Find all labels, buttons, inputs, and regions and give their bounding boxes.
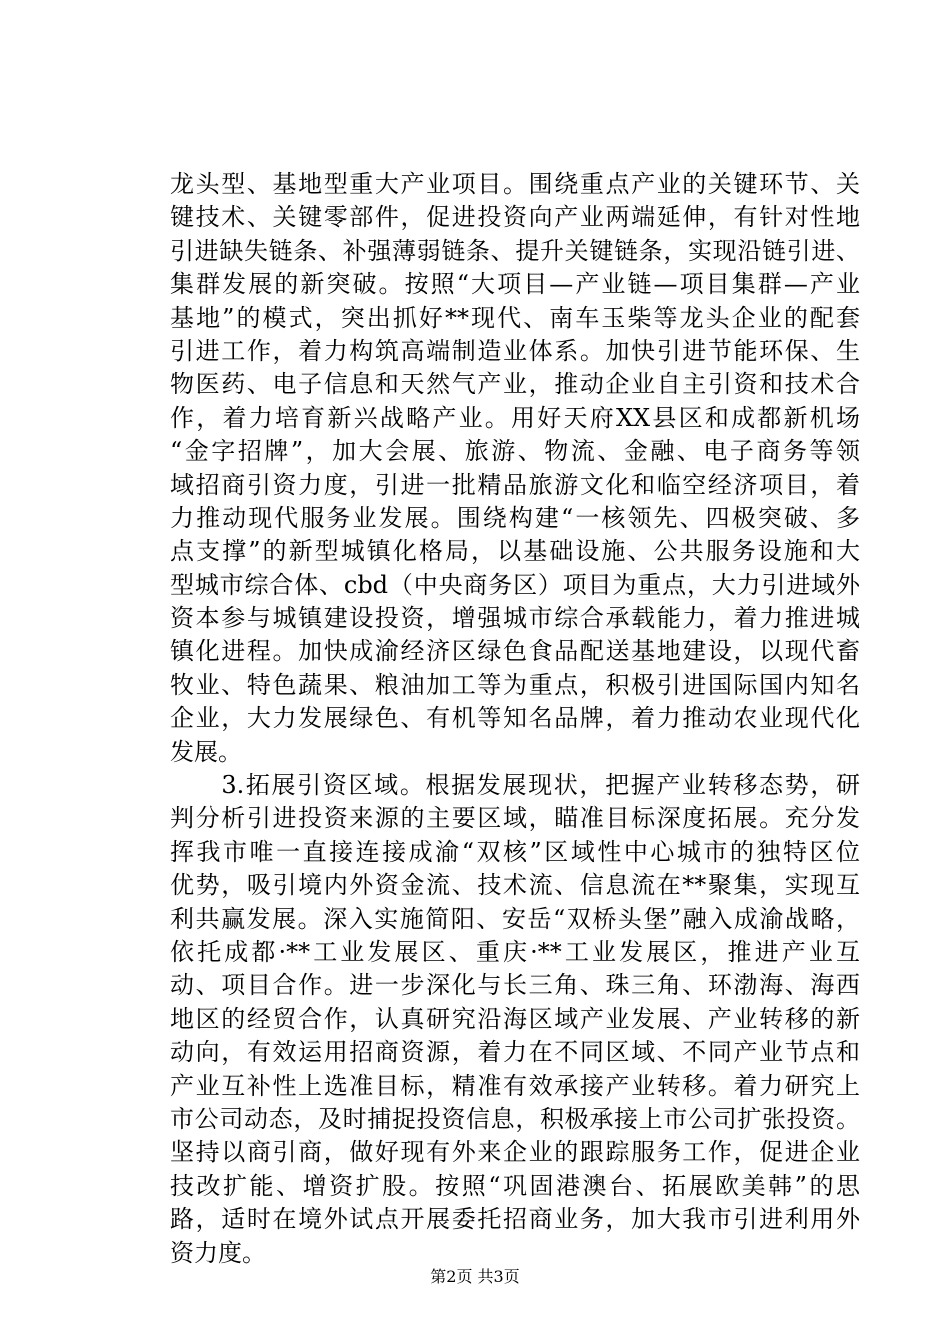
text-line: 技改扩能、增资扩股。按照“巩固港澳台、拓展欧美韩”的思 [170, 1171, 860, 1200]
text-line: 集群发展的新突破。按照“大项目—产业链—项目集群—产业 [170, 270, 860, 299]
text-line: 动、项目合作。进一步深化与长三角、珠三角、环渤海、海西 [170, 971, 860, 1000]
page-footer: 第2页 共3页 [430, 1267, 520, 1286]
text-line: 优势，吸引境内外资金流、技术流、信息流在**聚集，实现互 [170, 871, 860, 900]
text-line: 资本参与城镇建设投资，增强城市综合承载能力，着力推进城 [170, 604, 860, 633]
text-line: 物医药、电子信息和天然气产业，推动企业自主引资和技术合 [170, 370, 860, 399]
text-line: 路，适时在境外试点开展委托招商业务，加大我市引进利用外 [170, 1205, 860, 1234]
text-line: 挥我市唯一直接连接成渝“双核”区域性中心城市的独特区位 [170, 837, 860, 866]
text-line: 3.拓展引资区域。根据发展现状，把握产业转移态势，研 [170, 771, 860, 800]
text-line: 利共赢发展。深入实施简阳、安岳“双桥头堡”融入成渝战略， [170, 904, 860, 933]
text-line: 资力度。 [170, 1238, 266, 1267]
text-line: 依托成都·**工业发展区、重庆·**工业发展区，推进产业互 [170, 937, 860, 966]
text-line: 龙头型、基地型重大产业项目。围绕重点产业的关键环节、关 [170, 170, 860, 198]
text-line: 牧业、特色蔬果、粮油加工等为重点，积极引进国际国内知名 [170, 670, 860, 699]
text-line: 企业，大力发展绿色、有机等知名品牌，着力推动农业现代化 [170, 704, 860, 733]
text-line: 型城市综合体、cbd（中央商务区）项目为重点，大力引进域外 [170, 570, 860, 599]
text-line: 动向，有效运用招商资源，着力在不同区域、不同产业节点和 [170, 1038, 860, 1067]
text-line: 力推动现代服务业发展。围绕构建“一核领先、四极突破、多 [170, 503, 860, 532]
text-line: 判分析引进投资来源的主要区域，瞄准目标深度拓展。充分发 [170, 804, 860, 833]
text-line: 镇化进程。加快成渝经济区绿色食品配送基地建设，以现代畜 [170, 637, 860, 666]
text-line: 点支撑”的新型城镇化格局，以基础设施、公共服务设施和大 [170, 537, 860, 566]
text-line: “金字招牌”，加大会展、旅游、物流、金融、电子商务等领 [170, 437, 860, 466]
body-text [170, 168, 860, 1270]
text-line: 坚持以商引商，做好现有外来企业的跟踪服务工作，促进企业 [170, 1138, 860, 1167]
text-line: 市公司动态，及时捕捉投资信息，积极承接上市公司扩张投资。 [170, 1104, 860, 1133]
text-line: 产业互补性上选准目标，精准有效承接产业转移。着力研究上 [170, 1071, 860, 1100]
text-line: 发展。 [170, 737, 242, 766]
text-line: 基地”的模式，突出抓好**现代、南车玉柴等龙头企业的配套 [170, 303, 860, 332]
text-line: 键技术、关键零部件，促进投资向产业两端延伸，有针对性地 [170, 203, 860, 232]
text-line: 地区的经贸合作，认真研究沿海区域产业发展、产业转移的新 [170, 1004, 860, 1033]
text-line: 引进工作，着力构筑高端制造业体系。加快引进节能环保、生 [170, 336, 860, 365]
text-line: 域招商引资力度，引进一批精品旅游文化和临空经济项目，着 [170, 470, 860, 499]
text-line: 作，着力培育新兴战略产业。用好天府XX县区和成都新机场 [170, 403, 860, 432]
text-line: 引进缺失链条、补强薄弱链条、提升关键链条，实现沿链引进、 [170, 236, 860, 265]
